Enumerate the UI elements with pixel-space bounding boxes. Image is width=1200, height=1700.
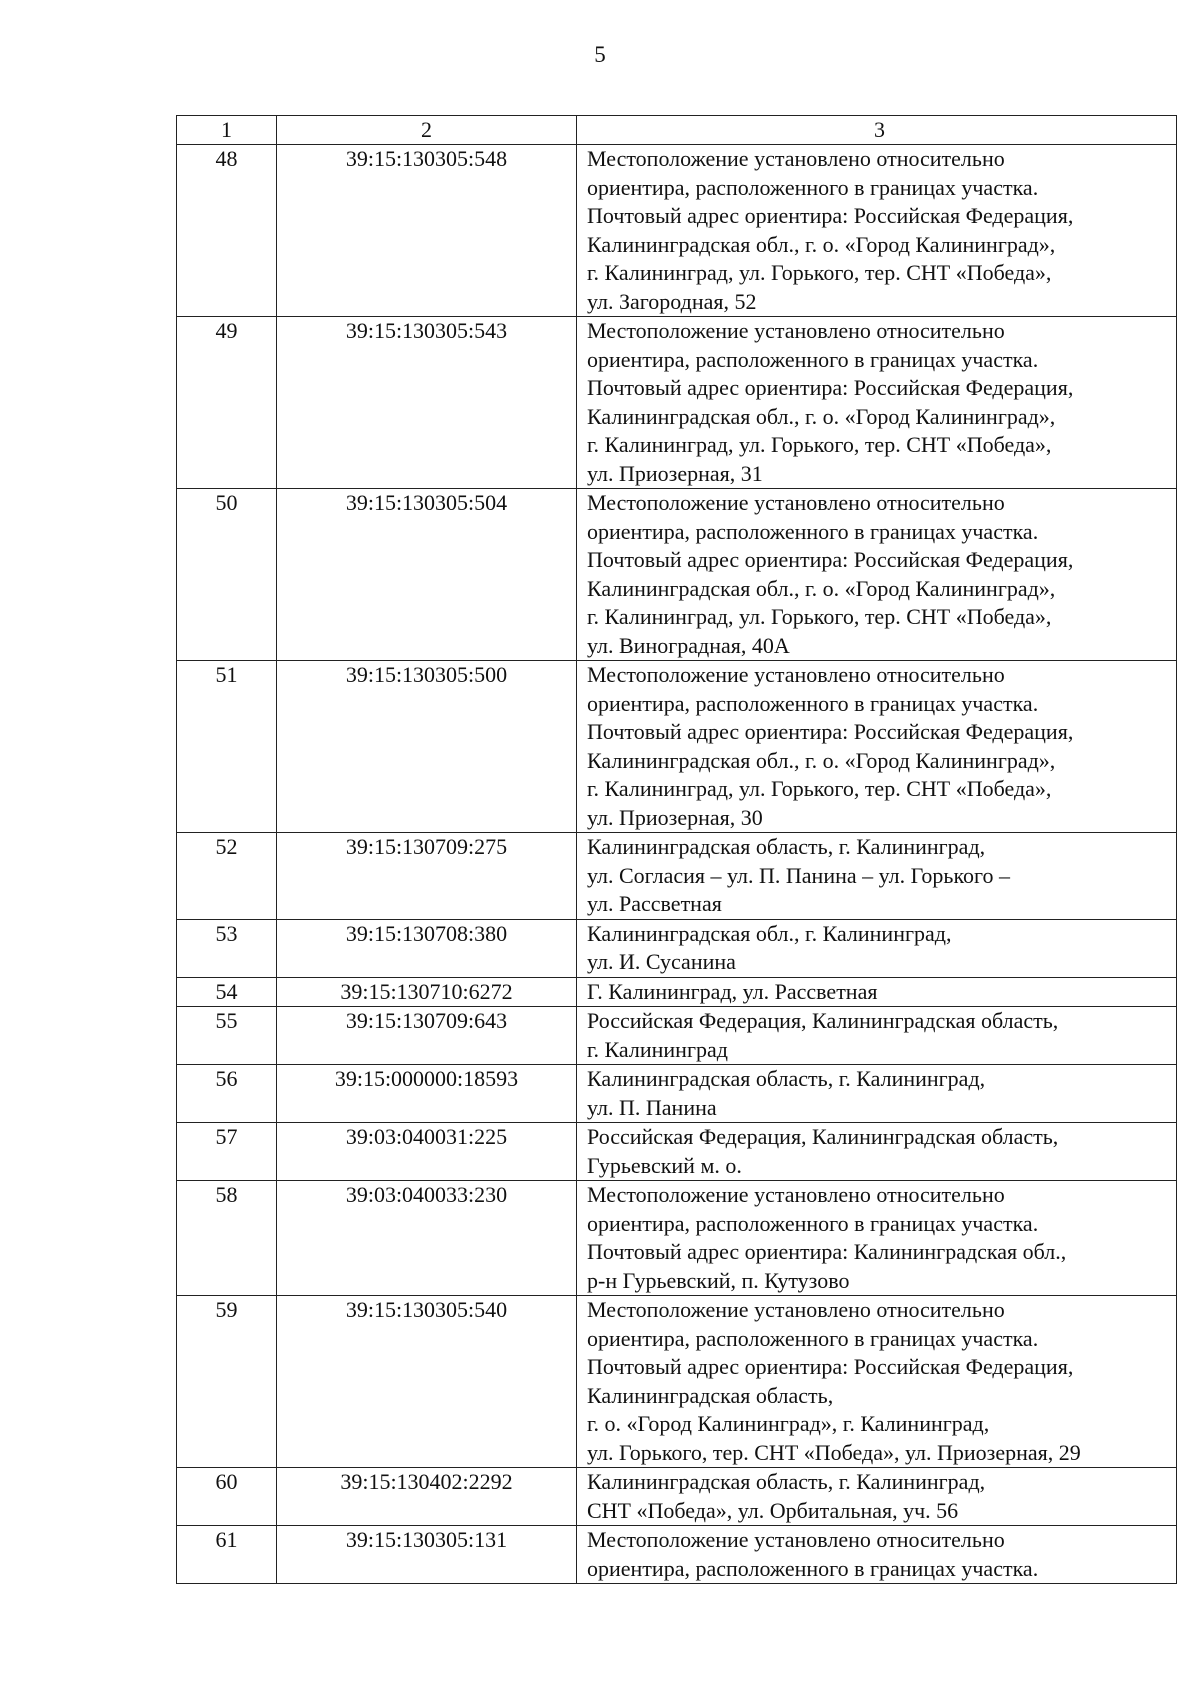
address-line: СНТ «Победа», ул. Орбитальная, уч. 56	[587, 1497, 959, 1523]
address-line: Калининградская область, г. Калининград,	[587, 834, 986, 859]
land-plots-table	[176, 115, 1177, 1584]
address-line: ул. П. Панина	[587, 1094, 717, 1120]
address-line: ул. Приозерная, 30	[587, 804, 763, 830]
address-line: Местоположение установлено относительно	[587, 318, 1005, 343]
address-line: ул. Виноградная, 40А	[587, 632, 790, 658]
address-cell	[577, 145, 1177, 317]
table-body	[177, 116, 1177, 1584]
cadastral-number-cell: 39:15:130305:131	[277, 1526, 577, 1584]
table-row	[177, 919, 1177, 977]
address-line: г. Калининград, ул. Горького, тер. СНТ «Победа»,	[587, 260, 1052, 285]
address-line: Российская Федерация, Калининградская область,	[587, 1008, 1059, 1033]
address-line: ориентира, расположенного в границах участка.	[587, 1555, 1039, 1581]
address-cell	[577, 919, 1177, 977]
address-line: ориентира, расположенного в границах участка.	[587, 1325, 1039, 1351]
address-line: Г. Калининград, ул. Рассветная	[587, 978, 878, 1004]
cadastral-number-cell: 39:15:130709:643	[277, 1007, 577, 1065]
address-line: Местоположение установлено относительно	[587, 146, 1005, 171]
cadastral-number-cell: 39:15:130305:548	[277, 145, 577, 317]
address-line: Калининградская область, г. Калининград,	[587, 1066, 986, 1091]
address-line: г. Калининград, ул. Горького, тер. СНТ «Победа»,	[587, 432, 1052, 457]
address-line: Калининградская обл., г. Калининград,	[587, 920, 952, 946]
table-header-row	[177, 116, 1177, 145]
row-number-cell: 61	[177, 1526, 277, 1584]
row-number-cell: 50	[177, 489, 277, 661]
address-cell	[577, 661, 1177, 833]
address-line: Почтовый адрес ориентира: Российская Федерация,	[587, 547, 1074, 572]
address-line: ориентира, расположенного в границах участка.	[587, 346, 1039, 372]
address-cell	[577, 1065, 1177, 1123]
row-number-cell: 57	[177, 1123, 277, 1181]
table-row	[177, 317, 1177, 489]
row-number-cell: 48	[177, 145, 277, 317]
cadastral-number-cell: 39:15:130305:540	[277, 1296, 577, 1468]
address-cell	[577, 833, 1177, 920]
address-line: г. о. «Город Калининград», г. Калининград,	[587, 1411, 990, 1436]
address-line: ориентира, расположенного в границах участка.	[587, 518, 1039, 544]
address-line: Местоположение установлено относительно	[587, 662, 1005, 687]
column-header-2: 2	[277, 116, 577, 145]
column-header-1: 1	[177, 116, 277, 145]
table-row	[177, 1181, 1177, 1296]
table-row	[177, 1123, 1177, 1181]
address-line: р-н Гурьевский, п. Кутузово	[587, 1267, 850, 1293]
table-row	[177, 1065, 1177, 1123]
address-line: ориентира, расположенного в границах участка.	[587, 1210, 1039, 1236]
address-cell	[577, 977, 1177, 1007]
table-row	[177, 489, 1177, 661]
address-line: Местоположение установлено относительно	[587, 490, 1005, 515]
address-line: Гурьевский м. о.	[587, 1152, 742, 1178]
cadastral-number-cell: 39:15:130305:500	[277, 661, 577, 833]
address-line: Калининградская обл., г. о. «Город Калининград»,	[587, 575, 1056, 601]
row-number-cell: 59	[177, 1296, 277, 1468]
address-line: Калининградская область, г. Калининград,	[587, 1469, 986, 1494]
address-line: г. Калининград, ул. Горького, тер. СНТ «Победа»,	[587, 776, 1052, 801]
address-line: Местоположение установлено относительно	[587, 1297, 1005, 1322]
table-row	[177, 145, 1177, 317]
row-number-cell: 56	[177, 1065, 277, 1123]
address-cell	[577, 489, 1177, 661]
cadastral-number-cell: 39:15:130708:380	[277, 919, 577, 977]
address-line: ул. Приозерная, 31	[587, 460, 763, 486]
address-line: Почтовый адрес ориентира: Российская Федерация,	[587, 375, 1074, 400]
table-row	[177, 661, 1177, 833]
table-row	[177, 977, 1177, 1007]
cadastral-number-cell: 39:03:040031:225	[277, 1123, 577, 1181]
row-number-cell: 55	[177, 1007, 277, 1065]
cadastral-number-cell: 39:03:040033:230	[277, 1181, 577, 1296]
address-line: Почтовый адрес ориентира: Калининградская обл.,	[587, 1239, 1067, 1264]
address-line: ул. Загородная, 52	[587, 288, 757, 314]
cadastral-number-cell: 39:15:130710:6272	[277, 977, 577, 1007]
address-cell	[577, 1296, 1177, 1468]
row-number-cell: 51	[177, 661, 277, 833]
address-line: Почтовый адрес ориентира: Российская Федерация,	[587, 203, 1074, 228]
address-line: Калининградская область,	[587, 1382, 834, 1408]
address-line: г. Калининград, ул. Горького, тер. СНТ «Победа»,	[587, 604, 1052, 629]
address-line: ул. Рассветная	[587, 891, 722, 916]
row-number-cell: 60	[177, 1468, 277, 1526]
table-row	[177, 833, 1177, 920]
address-line: ориентира, расположенного в границах участка.	[587, 174, 1039, 200]
row-number-cell: 52	[177, 833, 277, 920]
address-line: г. Калининград	[587, 1036, 728, 1062]
page-number: 5	[594, 42, 606, 67]
table-row	[177, 1007, 1177, 1065]
table-row	[177, 1468, 1177, 1526]
address-line: Калининградская обл., г. о. «Город Калининград»,	[587, 231, 1056, 257]
address-cell	[577, 1181, 1177, 1296]
address-line: Калининградская обл., г. о. «Город Калининград»,	[587, 403, 1056, 429]
table-row	[177, 1296, 1177, 1468]
cadastral-number-cell: 39:15:130402:2292	[277, 1468, 577, 1526]
address-cell	[577, 1123, 1177, 1181]
address-line: Почтовый адрес ориентира: Российская Федерация,	[587, 719, 1074, 744]
address-cell	[577, 317, 1177, 489]
cadastral-number-cell: 39:15:130305:504	[277, 489, 577, 661]
address-line: Почтовый адрес ориентира: Российская Федерация,	[587, 1354, 1074, 1379]
address-line: ориентира, расположенного в границах участка.	[587, 690, 1039, 716]
address-line: ул. Согласия – ул. П. Панина – ул. Горького –	[587, 862, 1011, 888]
row-number-cell: 53	[177, 919, 277, 977]
address-cell	[577, 1526, 1177, 1584]
address-line: Российская Федерация, Калининградская область,	[587, 1124, 1059, 1149]
row-number-cell: 58	[177, 1181, 277, 1296]
column-header-3: 3	[577, 116, 1177, 145]
address-cell	[577, 1468, 1177, 1526]
address-cell	[577, 1007, 1177, 1065]
cadastral-number-cell: 39:15:130305:543	[277, 317, 577, 489]
address-line: ул. Горького, тер. СНТ «Победа», ул. Приозерная, 29	[587, 1439, 1081, 1465]
cadastral-number-cell: 39:15:130709:275	[277, 833, 577, 920]
address-line: Местоположение установлено относительно	[587, 1527, 1005, 1552]
row-number-cell: 49	[177, 317, 277, 489]
row-number-cell: 54	[177, 977, 277, 1007]
cadastral-number-cell: 39:15:000000:18593	[277, 1065, 577, 1123]
address-line: ул. И. Сусанина	[587, 949, 736, 974]
address-line: Местоположение установлено относительно	[587, 1182, 1005, 1207]
address-line: Калининградская обл., г. о. «Город Калининград»,	[587, 747, 1056, 773]
table-row	[177, 1526, 1177, 1584]
